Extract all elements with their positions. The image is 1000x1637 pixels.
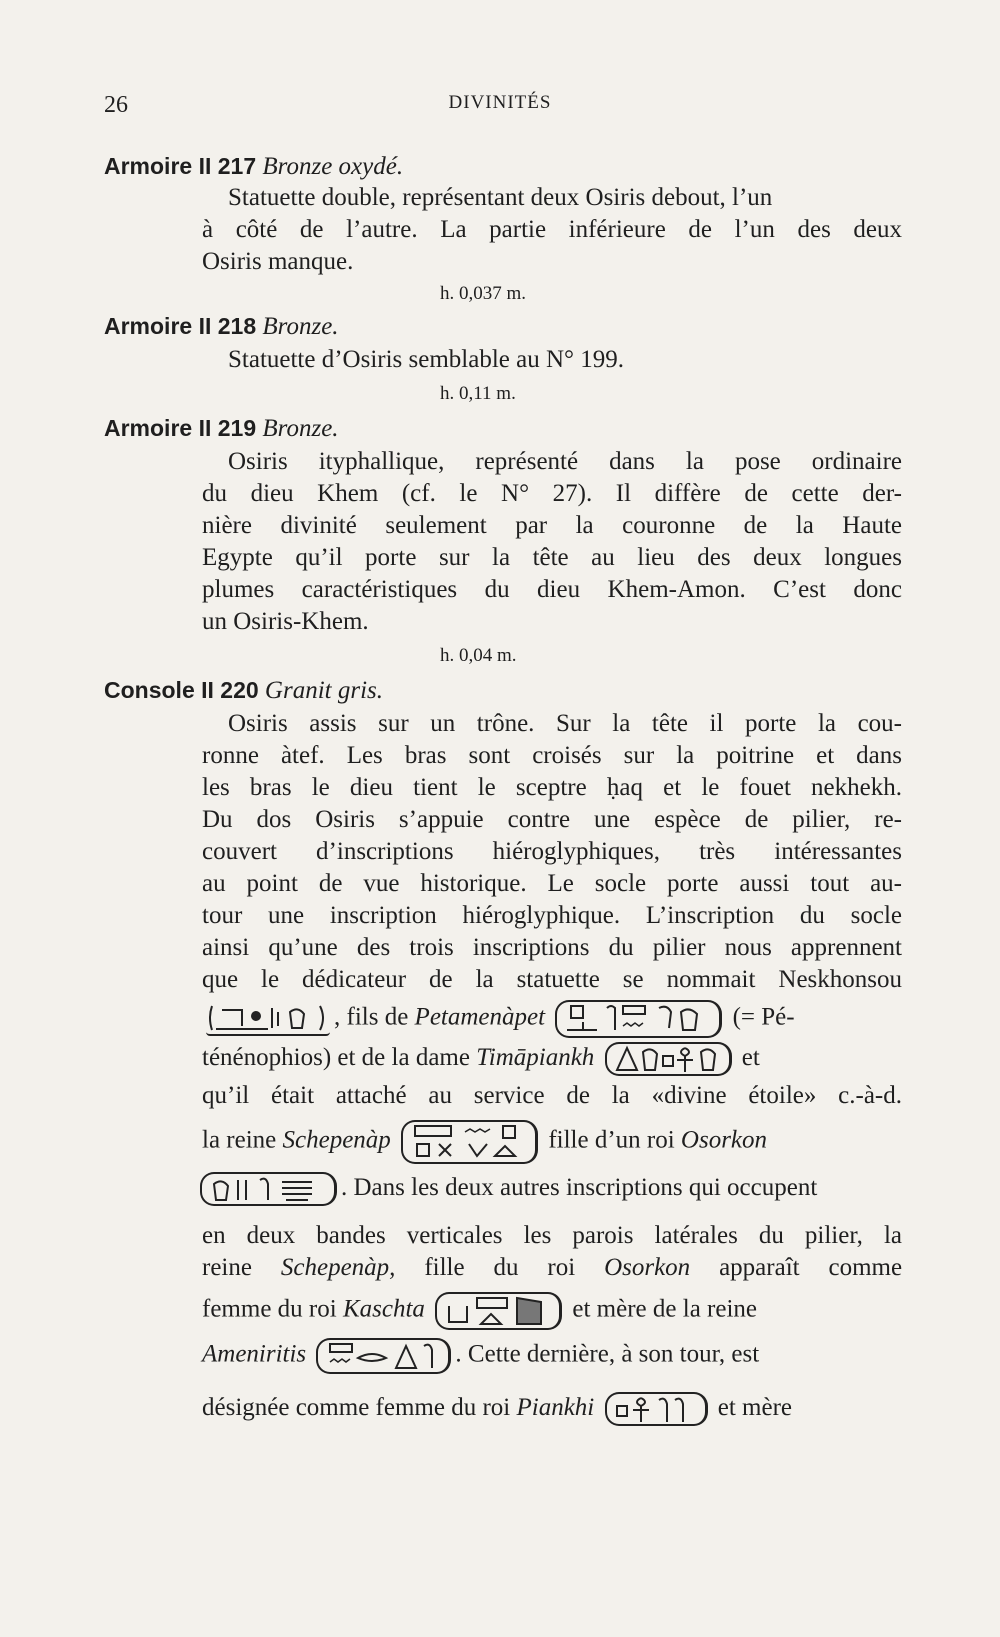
cartouche-osorkon [200,1172,337,1206]
running-title: DIVINITÉS [448,92,552,113]
entry-text-line: Statuette double, représentant deux Osiris debout, l’un [228,184,773,211]
entry-label: Console II 220 [104,677,259,703]
entry-text-line: les bras le dieu tient le sceptre ḥaq et le fouet nekhekh. [202,774,902,801]
entry-text-line: un Osiris-Khem. [202,608,369,635]
entry-text-line: Osiris manque. [202,248,354,275]
entry-text-line: , fils de Petamenàpet (= Pé- [202,1000,902,1038]
page-number: 26 [104,92,128,118]
hieroglyph-icon [563,1002,713,1036]
entry-heading [104,674,1000,707]
cartouche-petamenapet [555,1000,722,1038]
entry-text-line: à côté de l’autre. La partie inférieure de l’un des deux [202,216,902,243]
entry-text-line: qu’il était attaché au service de la «divine étoile» c.-à-d. [202,1082,902,1109]
entry-text-line: femme du roi Kaschta et mère de la reine [202,1292,902,1330]
entry-material: Granit gris. [264,677,384,704]
entry-text-line: plumes caractéristiques du dieu Khem-Amon. C’est donc [202,576,902,603]
measurement: h. 0,037 m. [440,283,527,304]
entry-heading [104,150,1000,183]
cartouche-kaschta [435,1292,562,1330]
entry-text-line: ainsi qu’une des trois inscriptions du pilier nous apprennent [202,934,902,961]
entry-text-line: Osiris ityphallique, représenté dans la pose ordinaire [228,448,902,475]
entry-heading [104,412,1000,445]
entry-text-line: reine Schepenàp, fille du roi Osorkon apparaît comme [202,1254,903,1281]
entry-text-line: Du dos Osiris s’appuie contre une espèce de pilier, re- [202,806,902,833]
entry-text-line: Statuette d’Osiris semblable au N° 199. [228,346,625,373]
hieroglyph-icon [324,1340,442,1372]
entry-text-line: Ameniritis . Cette dernière, à son tour, est [202,1338,902,1374]
entry-text-line: Osiris assis sur un trône. Sur la tête il porte la cou- [228,710,902,737]
entry-text-line: Egypte qu’il porte sur la tête au lieu des deux longues [202,544,902,571]
measurement: h. 0,04 m. [440,645,517,666]
entry-text-line: ténénophios) et de la dame Timāpiankh et [202,1042,902,1076]
entry-text-line: du dieu Khem (cf. le N° 27). Il diffère de cette der- [202,480,902,507]
entry-material: Bronze. [262,313,339,340]
entry-label: Armoire II 218 [104,313,257,339]
entry-text-line: que le dédicateur de la statuette se nommait Neskhonsou [202,966,902,993]
entry-material: Bronze oxydé. [262,153,404,180]
cartouche-schepenap [401,1120,538,1164]
entry-material: Bronze. [262,415,339,442]
cartouche-piankhi [605,1392,708,1426]
entry-text-line: nière divinité seulement par la couronne de la Haute [202,512,902,539]
entry-text-line: désignée comme femme du roi Piankhi et mère [202,1392,902,1426]
entry-text-line: la reine Schepenàp fille d’un roi Osorkon [202,1120,902,1164]
entry-text-line: ronne àtef. Les bras sont croisés sur la poitrine et dans [202,742,902,769]
entry-label: Armoire II 219 [104,415,257,441]
cartouche-timapiankh [605,1042,732,1076]
entry-text-line: tour une inscription hiéroglyphique. L’inscription du socle [202,902,902,929]
entry-label: Armoire II 217 [104,153,257,179]
hieroglyph-icon [613,1044,723,1074]
entry-text-line: au point de vue historique. Le socle porte aussi tout au- [202,870,902,897]
entry-text-line: en deux bandes verticales les parois latérales du pilier, la [202,1222,902,1249]
cartouche-neskhonsou [206,1002,330,1036]
entry-heading [104,310,1000,343]
entry-text-line: . Dans les deux autres inscriptions qui occupent [200,1172,900,1206]
entry-text-line: couvert d’inscriptions hiéroglyphiques, très intéressantes [202,838,902,865]
hieroglyph-icon [613,1394,699,1424]
cartouche-ameniritis [316,1338,451,1374]
hieroglyph-icon [208,1002,328,1034]
hieroglyph-icon [443,1294,553,1328]
hieroglyph-icon [208,1174,328,1204]
hieroglyph-icon [409,1122,529,1162]
measurement: h. 0,11 m. [440,383,516,404]
